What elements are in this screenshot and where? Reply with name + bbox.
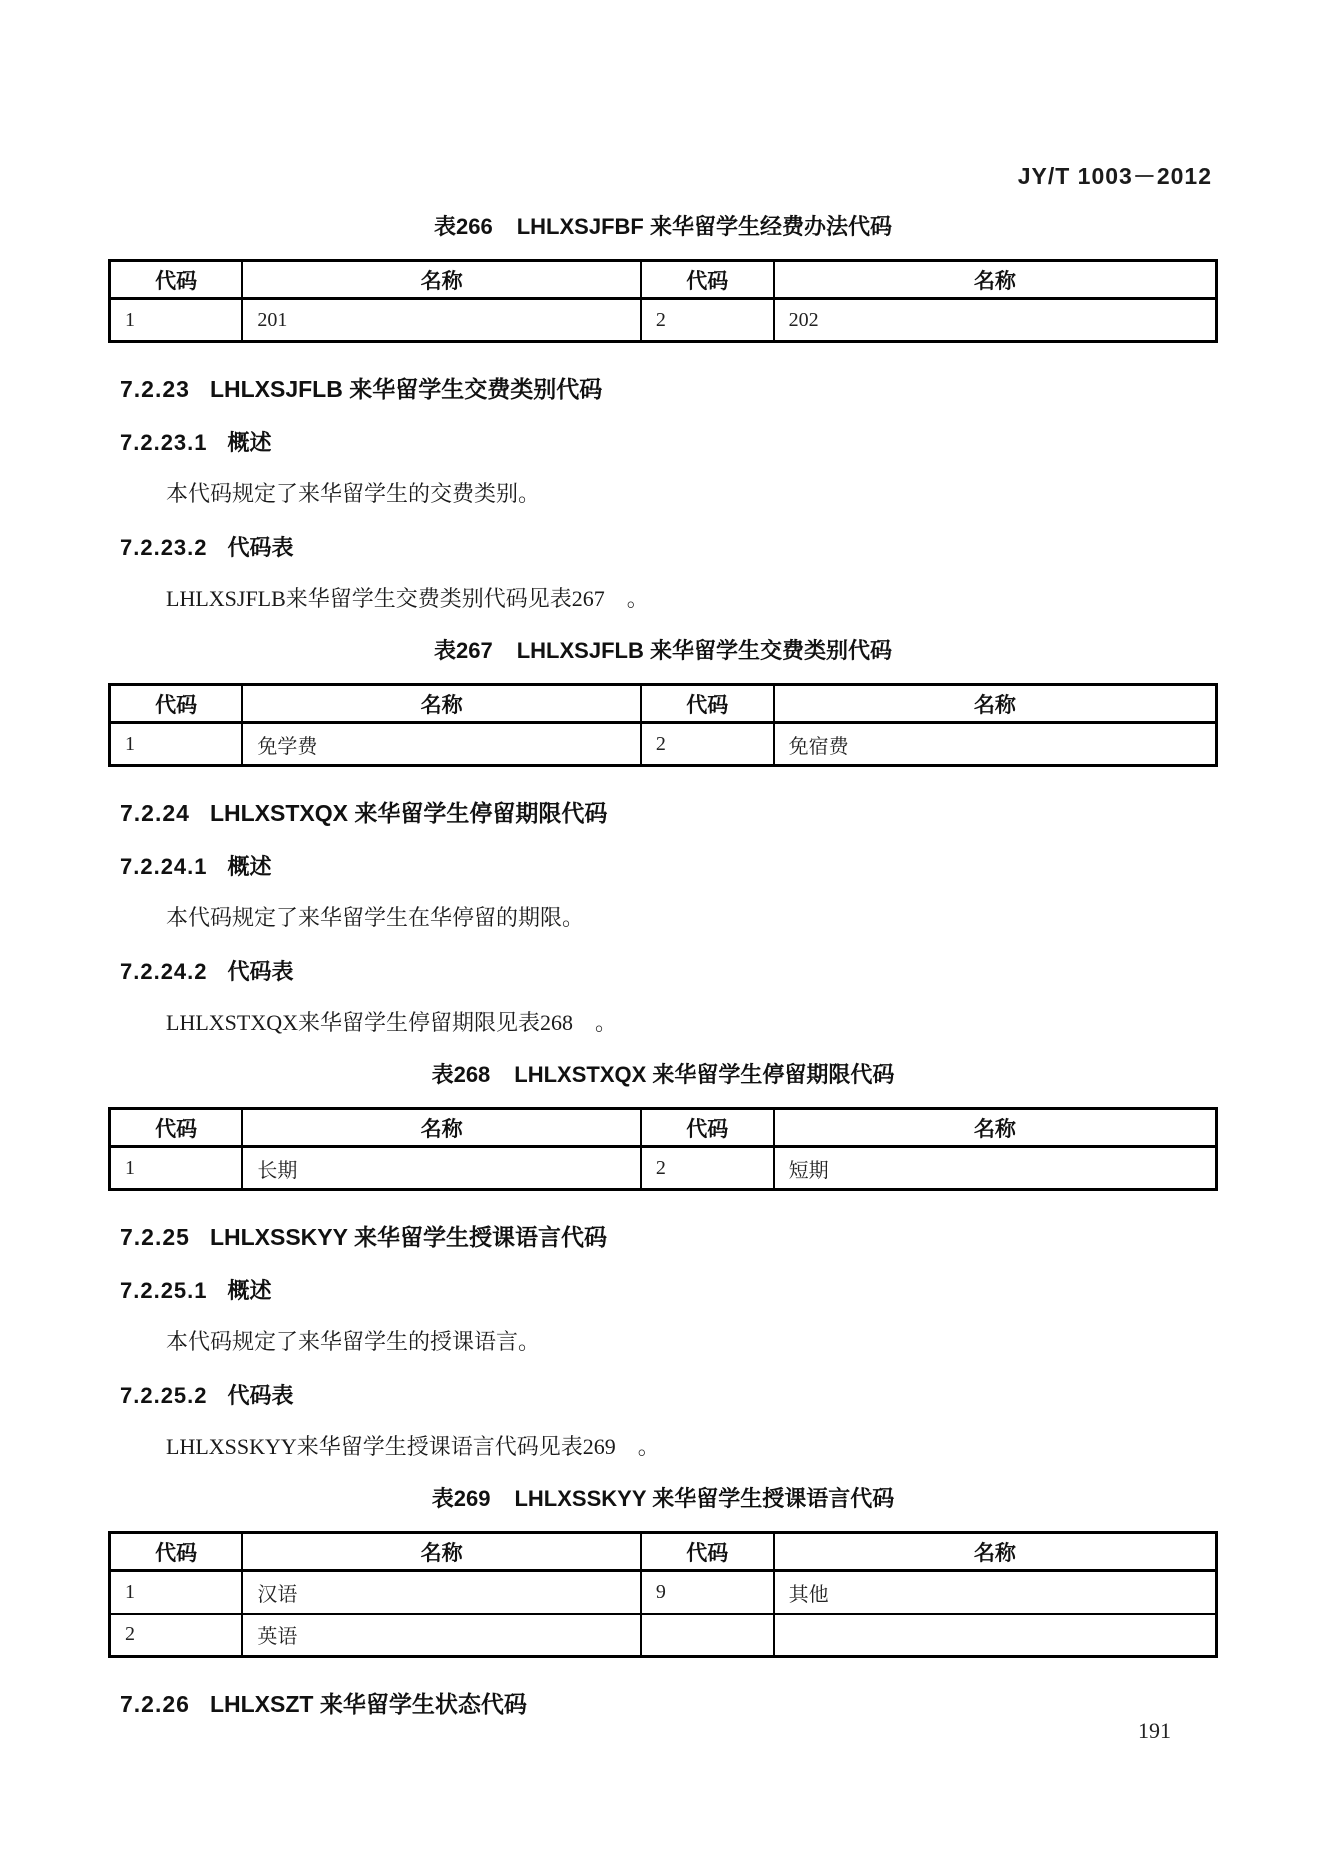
column-header-code: 代码	[641, 1533, 774, 1571]
table-cell-code: 2	[641, 723, 774, 766]
table268-header-row	[110, 1109, 1217, 1147]
section-title: LHLXSTXQX 来华留学生停留期限代码	[209, 800, 608, 826]
table269-number: 表269	[431, 1486, 491, 1511]
column-header-name: 名称	[774, 685, 1217, 723]
table-cell-code: 1	[110, 723, 243, 766]
table269-title: LHLXSSKYY 来华留学生授课语言代码	[514, 1486, 895, 1511]
table-reference-paragraph: LHLXSSKYY来华留学生授课语言代码见表269 。	[166, 1434, 660, 1459]
table-cell-code: 1	[110, 1147, 243, 1190]
column-header-code: 代码	[641, 685, 774, 723]
section-title: LHLXSSKYY 来华留学生授课语言代码	[209, 1224, 607, 1250]
table-row	[110, 723, 1217, 766]
table269-header-row	[110, 1533, 1217, 1571]
table266-title: LHLXSJFBF 来华留学生经费办法代码	[516, 214, 892, 239]
table-reference-paragraph: LHLXSJFLB来华留学生交费类别代码见表267 。	[166, 586, 649, 611]
column-header-code: 代码	[641, 1109, 774, 1147]
column-header-code: 代码	[641, 261, 774, 299]
subsection-title: 代码表	[227, 959, 294, 984]
subsection-title: 概述	[227, 430, 272, 455]
table-cell-name: 免宿费	[774, 723, 1217, 766]
subsection-number: 7.2.24.2	[120, 959, 208, 984]
code-table-267	[108, 683, 1218, 767]
table-row	[110, 299, 1217, 342]
subsection-number: 7.2.23.1	[120, 430, 208, 455]
table-cell-code: 2	[110, 1614, 243, 1657]
column-header-name: 名称	[774, 1109, 1217, 1147]
subsection-title: 代码表	[227, 1383, 294, 1408]
document-header: JY/T 1003－2012	[1017, 163, 1212, 189]
column-header-name: 名称	[774, 261, 1217, 299]
table-cell-code: 2	[641, 299, 774, 342]
code-table-269	[108, 1531, 1218, 1658]
table-reference-paragraph: LHLXSTXQX来华留学生停留期限见表268 。	[166, 1010, 617, 1035]
table266-number: 表266	[434, 214, 493, 239]
section-number: 7.2.23	[120, 376, 190, 402]
table-cell-code: 9	[641, 1571, 774, 1614]
table-cell-code: 2	[641, 1147, 774, 1190]
subsection-heading-7-2-23-2	[120, 531, 1218, 562]
column-header-code: 代码	[110, 685, 243, 723]
table-cell-name: 免学费	[242, 723, 641, 766]
column-header-name: 名称	[242, 1109, 641, 1147]
subsection-heading-7-2-24-1	[120, 850, 1218, 881]
table267-caption	[108, 634, 1218, 665]
section-number: 7.2.26	[120, 1691, 190, 1717]
table268-title: LHLXSTXQX 来华留学生停留期限代码	[514, 1062, 895, 1087]
section-number: 7.2.24	[120, 800, 190, 826]
table-cell-name: 英语	[242, 1614, 641, 1657]
overview-paragraph: 本代码规定了来华留学生的交费类别。	[166, 481, 541, 506]
section-heading-7-2-26	[120, 1686, 1218, 1719]
code-table-268	[108, 1107, 1218, 1191]
table-cell-code: 1	[110, 1571, 243, 1614]
table-row	[110, 1571, 1217, 1614]
subsection-title: 概述	[227, 854, 272, 879]
column-header-name: 名称	[242, 685, 641, 723]
section-number: 7.2.25	[120, 1224, 190, 1250]
subsection-heading-7-2-24-2	[120, 955, 1218, 986]
section-heading-7-2-24	[120, 795, 1218, 828]
subsection-number: 7.2.25.2	[120, 1383, 208, 1408]
table-cell-code	[641, 1614, 774, 1657]
table-cell-name: 汉语	[242, 1571, 641, 1614]
table-cell-name: 长期	[242, 1147, 641, 1190]
table266-header-row	[110, 261, 1217, 299]
code-table-266	[108, 259, 1218, 343]
table-cell-name: 其他	[774, 1571, 1217, 1614]
table268-caption	[108, 1058, 1218, 1089]
table-row	[110, 1147, 1217, 1190]
table267-header-row	[110, 685, 1217, 723]
subsection-number: 7.2.24.1	[120, 854, 208, 879]
column-header-code: 代码	[110, 1109, 243, 1147]
overview-paragraph: 本代码规定了来华留学生在华停留的期限。	[166, 905, 585, 930]
table268-number: 表268	[431, 1062, 491, 1087]
page-content	[108, 158, 1218, 1719]
subsection-title: 代码表	[227, 535, 294, 560]
table-cell-name: 201	[242, 299, 641, 342]
column-header-code: 代码	[110, 1533, 243, 1571]
table267-number: 表267	[434, 638, 493, 663]
section-heading-7-2-25	[120, 1219, 1218, 1252]
subsection-title: 概述	[227, 1278, 272, 1303]
table-cell-code: 1	[110, 299, 243, 342]
subsection-number: 7.2.23.2	[120, 535, 208, 560]
subsection-heading-7-2-25-2	[120, 1379, 1218, 1410]
page-number: 191	[1138, 1718, 1171, 1743]
table-cell-name: 短期	[774, 1147, 1217, 1190]
column-header-code: 代码	[110, 261, 243, 299]
section-title: LHLXSZT 来华留学生状态代码	[209, 1691, 527, 1717]
column-header-name: 名称	[242, 261, 641, 299]
column-header-name: 名称	[774, 1533, 1217, 1571]
subsection-heading-7-2-25-1	[120, 1274, 1218, 1305]
table-cell-name	[774, 1614, 1217, 1657]
table269-caption	[108, 1482, 1218, 1513]
table-cell-name: 202	[774, 299, 1217, 342]
subsection-heading-7-2-23-1	[120, 426, 1218, 457]
subsection-number: 7.2.25.1	[120, 1278, 208, 1303]
section-heading-7-2-23	[120, 371, 1218, 404]
table267-title: LHLXSJFLB 来华留学生交费类别代码	[516, 638, 892, 663]
column-header-name: 名称	[242, 1533, 641, 1571]
table-row	[110, 1614, 1217, 1657]
table266-caption	[108, 210, 1218, 241]
section-title: LHLXSJFLB 来华留学生交费类别代码	[209, 376, 603, 402]
overview-paragraph: 本代码规定了来华留学生的授课语言。	[166, 1329, 541, 1354]
